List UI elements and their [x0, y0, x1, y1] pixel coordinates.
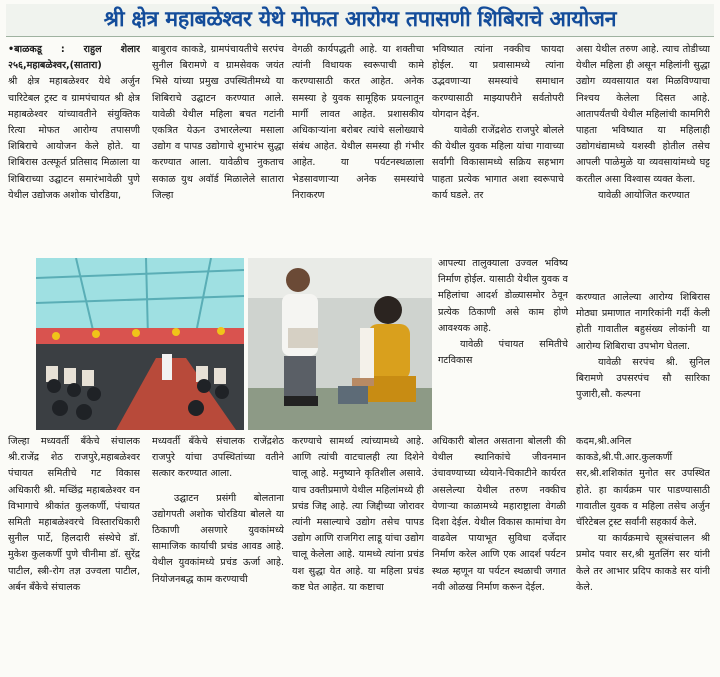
column-2-bottom	[152, 434, 284, 670]
column-1-bottom	[8, 434, 140, 670]
headline: श्री क्षेत्र महाबळेश्वर येथे मोफत आरोग्य तपासणी शिबिराचे आयोजन	[6, 4, 714, 37]
health-checkup-photo	[248, 258, 432, 430]
paragraph: यावेळी आयोजित करण्यात	[598, 189, 690, 201]
paragraph: या कार्यक्रमाचे सूत्रसंचालन श्री प्रमोद पवार सर,श्री मुतलिंग सर यांनी केले तर आभार प्रदिप काकडे सर यांनी केले.	[576, 533, 710, 593]
paragraph: यावेळी राजेंद्रशेठ राजपुरे बोलले की येथील युवक महिला यांचा गावाच्या सर्वांगी विकासामध्ये सक्रिय सहभाग पाहता प्रत्येक भागात अशा स्वरूपाचे कार्य घडले. तर	[432, 125, 564, 201]
health-checkup-image	[248, 258, 432, 430]
paragraph: यावेळी सरपंच श्री. सुनिल बिरामणे उपसरपंच सौ सारिका पुजारी,सौ. कल्पना	[576, 356, 710, 401]
paragraph: श्री क्षेत्र महाबळेश्वर येथे अर्जुन चारिटेबल ट्रस्ट व ग्रामपंचायत श्री क्षेत्र महाबळेश्वर यांच्यावतीने संयुक्तिक रित्या मोफत आरोग्य तपासणी शिबिराचे आयोजन केले होते. या शिबिरास उत्स्फूर्त प्रतिसाद मिळाला या शिबिराच्या उद्घाटन समारंभावेळी पुणे येथील उद्योजक अशोक चोरडिया,	[8, 76, 140, 201]
column-5-bottom	[576, 434, 710, 670]
paragraph: वेगळी कार्यपद्धती आहे. या शक्तीचा त्यांनी विधायक स्वरूपाची कामे करण्यासाठी करत आहेत. अनेक समस्या हे युवक सामूहिक प्रयत्नातून मार्गी लावत आहेत. प्रशासकीय अधिकाऱ्यांना बरोबर त्यांचे सलोख्याचे संबंध आहेत. येथील समस्या ही गंभीर आहेत. या पर्यटनस्थळाला भेडसावणाऱ्या अनेक समस्यांचे निराकरण	[292, 44, 424, 201]
paragraph: मध्यवर्ती बँकेचे संचालक राजेंद्रशेठ राजपुरे यांचा उपस्थितांच्या वतीने सत्कार करण्यात आला.	[152, 436, 284, 480]
column-3-top	[292, 42, 424, 257]
paragraph: जिल्हा मध्यवर्ती बँकेचे संचालक श्री.राजेंद्र शेठ राजपुरे,महाबळेश्वर पंचायत समितीचे गट विकास अधिकारी श्री. मच्छिंद्र महाबळेश्वर वन विभागाचे श्रीकांत कुलकर्णी, पंचायत समिती महाबळेश्वरचे विस्तारधिकारी सुनील पार्टे, हिलदारी संस्थेचे डॉ. मुकेश कुलकर्णी पुणे चीनीमा डॉ. सुरेंद्र पाटील, स्त्री-रोग तज्ञ उज्वला पाटील, अर्बन बँकेचे संचालक	[8, 436, 140, 593]
paragraph: यावेळी पंचायत समितीचे गटविकास	[438, 339, 568, 367]
byline: •बाळकडू : राहुल शेलार २५६,महाबळेश्वर,(सातारा)	[8, 44, 140, 72]
column-4-top	[432, 42, 564, 257]
paragraph: करण्यात आलेल्या आरोग्य शिबिरास मोठ्या प्रमाणात नागरिकांनी गर्दी केली होती गावातील बहुसंख्य लोकांनी या आरोग्य शिबिराचा उपभोग घेतला.	[576, 292, 710, 352]
paragraph: उद्घाटन प्रसंगी बोलताना उद्योगपती अशोक चोरडिया बोलले या ठिकाणी असणारे युवकांमध्ये सामाजिक कार्याची प्रचंड आवड आहे. येथील युवकांमध्ये प्रचंड ऊर्जा आहे. नियोजनबद्ध काम करण्याची	[152, 492, 284, 585]
column-4-mid	[438, 256, 568, 434]
paragraph: आपल्या तालुक्याला उज्वल भविष्य निर्माण होईल. यासाठी येथील युवक व महिलांचा आदर्श डोळ्यासमोर ठेवून प्रत्येक ठिकाणी असे काम होणे आवश्यक आहे.	[438, 258, 568, 334]
paragraph: बाबुराव काकडे, ग्रामपंचायतीचे सरपंच सुनील बिरामणे व ग्रामसेवक जयंत भिसे यांच्या प्रमुख उपस्थितीमध्ये या शिबिराचे उद्घाटन करण्यात आले. यावेळी येथील महिला बचत गटांनी एकत्रित येऊन उभारलेल्या मसाला उद्योग व पापड उद्योगाचे शुभारंभ सुद्धा करण्यात आला. यावेळीच नुकताच सकाळ युथ अवॉर्ड मिळालेले सातारा जिल्हा	[152, 44, 284, 201]
event-hall-photo	[36, 258, 244, 430]
paragraph: असा येथील तरुण आहे. त्याच तोडीच्या येथील महिला ही असून महिलांनी सुद्धा उद्योग व्यवसायात यश मिळविण्याचा निश्चय केलेला दिसत आहे. आतापर्यंतची येथील महिलांची कामगिरी पाहता भविष्यात या महिलाही उद्योगधंद्यामध्ये यशस्वी होतील तसेच आपली पाळेमुळे या व्यवसायांमध्ये घट्ट करतील असा विश्वास व्यक्त केला.	[576, 44, 710, 185]
paragraph: अधिकारी बोलत असताना बोलली की येथील स्थानिकांचे जीवनमान उंचावण्याच्या ध्येयाने-चिकाटीने कार्यरत असलेल्या येथील तरुण नक्कीच येणाऱ्या काळामध्ये महाराष्ट्राला वेगळी दिशा देईल. येथील विकास कामांचा वेग वाढवेल पायाभूत सुविधा दर्जेदार निर्माण करेल आणि एक आदर्श पर्यटन स्थळ म्हणून या पर्यटन स्थळाची जगात नवी ओळख निर्माण करून देईल.	[432, 436, 566, 593]
paragraph: भविष्यात त्यांना नक्कीच फायदा होईल. या प्रवासामध्ये त्यांना उद्भवणाऱ्या समस्यांचे समाधान करण्यासाठी माझ्यापरीने सर्वतोपरी योगदान देईन.	[432, 44, 564, 120]
column-1-top	[8, 42, 140, 257]
paragraph: कदम,श्री.अनिल काकडे,श्री.पी.आर.कुलकर्णी सर,श्री.शशिकांत मुनोत सर उपस्थित होते. हा कार्यक्रम पार पाडण्यासाठी गावातील युवक व महिला तसेच अर्जुन चॅरिटेबल ट्रस्ट सर्वांनी सहकार्य केले.	[576, 436, 710, 529]
event-hall-image	[36, 258, 244, 430]
column-5-top	[576, 42, 710, 302]
column-4-bottom	[432, 434, 566, 670]
column-5-mid	[576, 290, 710, 436]
column-2-top	[152, 42, 284, 257]
column-3-bottom	[292, 434, 424, 670]
paragraph: करण्याचे सामर्थ्य त्यांच्यामध्ये आहे. आणि त्यांची वाटचालही त्या दिशेने चालू आहे. मनुष्याने कृतिशील असावे. याच उक्तीप्रमाणे येथील महिलांमध्ये ही प्रचंड जिद्द आहे. त्या जिद्दीच्या जोरावर त्यांनी मसाल्याचे उद्योग तसेच पापड उद्योग आणि राजगिरा लाडू यांचा उद्योग चालू केलेला आहे. यामध्ये त्यांना प्रचंड यश सुद्धा येत आहे. या महिला प्रचंड कष्ट घेत आहेत. या कष्टाचा	[292, 436, 424, 593]
